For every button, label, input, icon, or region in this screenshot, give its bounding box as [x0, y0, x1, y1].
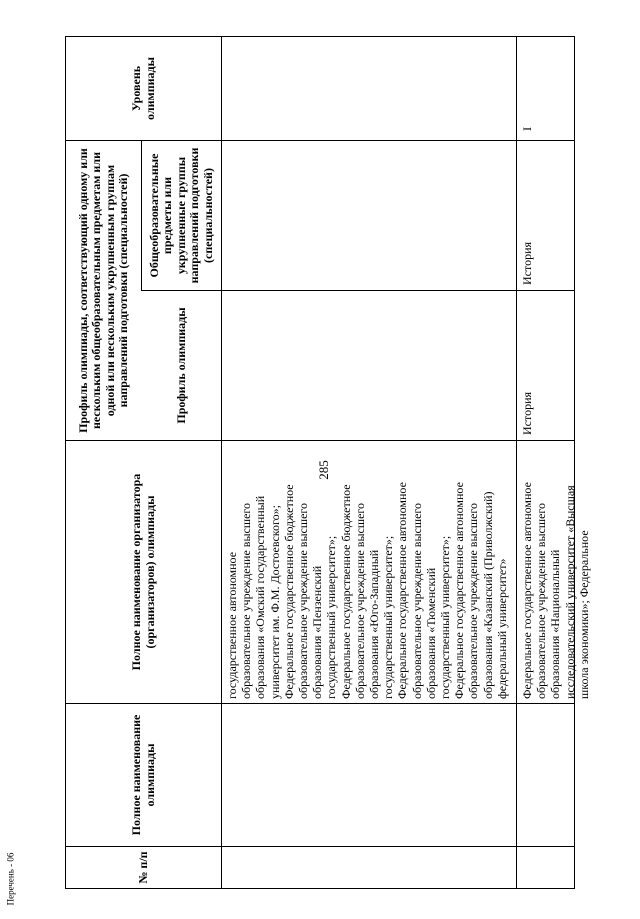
row-profile: История: [520, 391, 534, 435]
header-num: № п/п: [135, 851, 150, 884]
org-line: образования «Пензенский: [310, 565, 325, 699]
row-level: I: [520, 127, 534, 131]
header-olympiad-name: Полное наименование олимпиады: [129, 714, 157, 836]
header-subjects: Общеобразовательные предметы или укрупненные группы направлений подготовки (специальностей): [146, 147, 215, 284]
org-line: образовательное учреждение высшего: [239, 502, 254, 699]
org-line: образования «Юго-Западный: [367, 549, 382, 699]
org-line: Федеральное государственное автономное: [520, 482, 534, 699]
header-profile: Профиль олимпиады: [173, 307, 188, 424]
org-line: государственное автономное: [225, 551, 239, 699]
org-line: образовательное учреждение высшего: [466, 502, 481, 699]
org-line: образования «Тюменский: [423, 567, 438, 699]
row-subject: История: [520, 241, 534, 285]
table-row: [225, 482, 509, 699]
org-line: образования «Национальный: [548, 549, 563, 699]
org-line: образования «Омский государственный: [253, 495, 268, 699]
org-line: Федеральное государственное бюджетное: [281, 484, 296, 699]
org-line: образовательное учреждение высшего: [534, 502, 549, 699]
org-line: школа экономики»; Федеральное: [576, 530, 591, 699]
org-line: государственный университет»;: [324, 535, 339, 699]
org-line: образовательное учреждение высшего: [409, 502, 424, 699]
olympiad-table: [65, 36, 591, 889]
org-line: образования «Казанский (Приволжский): [480, 491, 495, 699]
page-footer: Перечень - 06: [5, 852, 16, 906]
org-line: федеральный университет»: [494, 558, 509, 699]
org-line: университет им. Ф.М. Достоевского»;: [267, 505, 282, 699]
table-row: [520, 482, 591, 699]
header-organizer: Полное наименование организатора (организаторов) олимпиады: [129, 473, 157, 671]
org-line: Федеральное государственное автономное: [452, 482, 467, 699]
org-line: образовательное учреждение высшего: [352, 502, 367, 699]
header-level: Уровень олимпиады: [129, 57, 157, 120]
org-line: Федеральное государственное автономное: [395, 482, 410, 699]
page-number: 285: [315, 460, 331, 480]
org-line: государственный университет»;: [381, 535, 396, 699]
org-line: образовательное учреждение высшего: [296, 502, 311, 699]
header-profile-group: Профиль олимпиады, соответствующий одному или нескольким общеобразовательным предметам или одной или нескольким укрупненным группам направлений подготовки (специальностей): [75, 148, 130, 433]
org-line: исследовательский университет «Высшая: [562, 485, 577, 699]
org-line: Федеральное государственное бюджетное: [338, 484, 353, 699]
org-line: государственный университет»;: [438, 535, 453, 699]
